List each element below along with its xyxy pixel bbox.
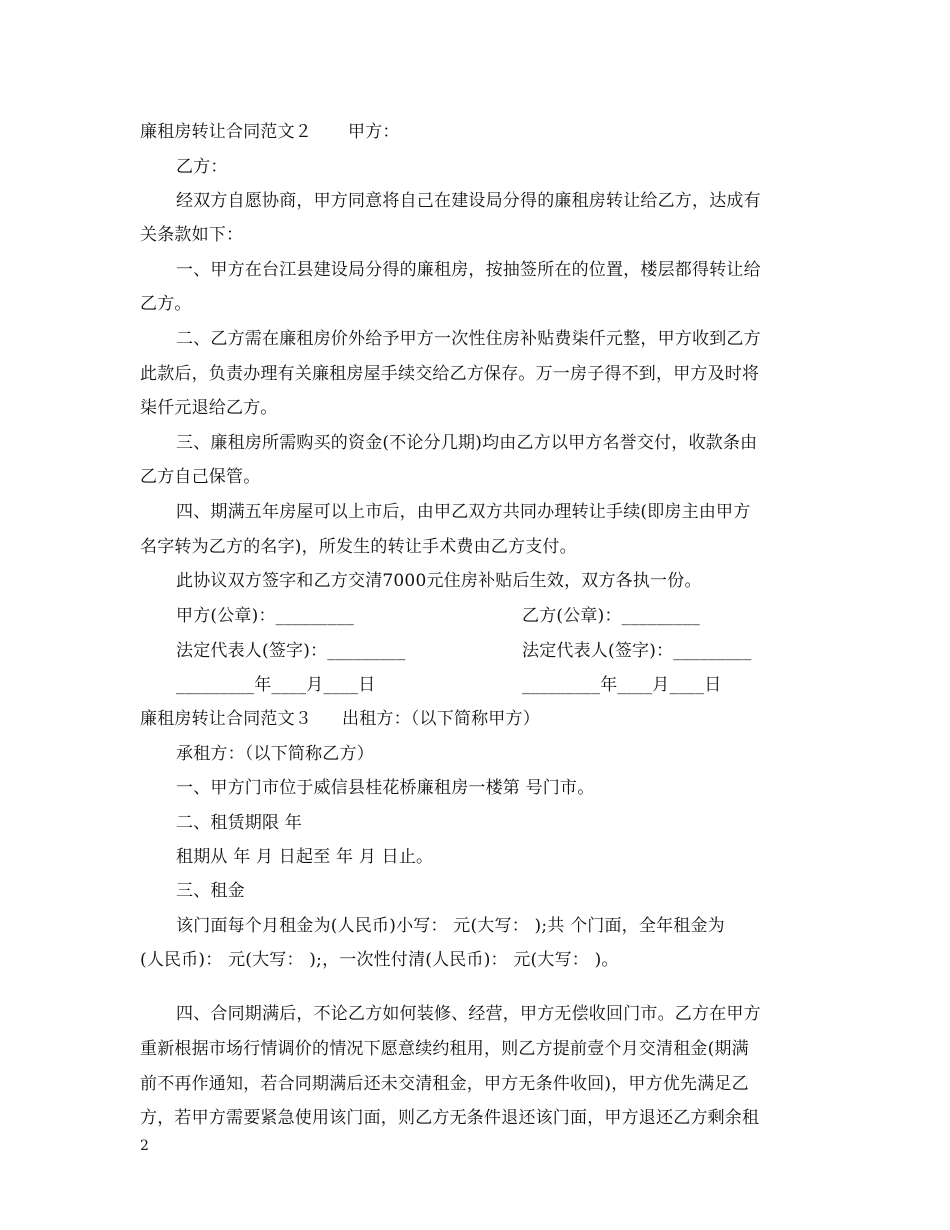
intro-line-2: 关条款如下：: [140, 225, 244, 245]
effect-line: 此协议双方签字和乙方交清7000元住房补贴后生效，双方各执一份。: [176, 571, 702, 591]
section-2-title: 廉租房转让合同范文２: [140, 122, 312, 142]
party-b-rep-line: 法定代表人(签字)：_________: [522, 641, 752, 661]
clause-1-line-1: 一、甲方在台江县建设局分得的廉租房，按抽签所在的位置，楼层都得转让给: [176, 260, 761, 280]
clause-4-line-1: 四、期满五年房屋可以上市后，由甲乙双方共同办理转让手续(即房主由甲方: [176, 502, 751, 522]
s3-clause-4-line-4: 方，若甲方需要紧急使用该门面，则乙方无条件退还该门面，甲方退还乙方剩余租: [140, 1108, 760, 1128]
party-a-seal-line: 甲方(公章)：_________: [176, 606, 354, 626]
party-b-label: 乙方：: [176, 157, 228, 177]
clause-4-line-2: 名字转为乙方的名字)，所发生的转让手术费由乙方支付。: [140, 537, 577, 557]
s3-clause-4-line-3: 前不再作通知，若合同期满后还未交清租金，甲方无条件收回)，甲方优先满足乙: [140, 1074, 749, 1094]
section-2-heading-line: [140, 122, 820, 142]
s3-clause-2: 二、租赁期限 年: [176, 813, 303, 833]
party-b-seal-line: 乙方(公章)：_________: [522, 606, 700, 626]
party-a-date-line: _________年____月____日: [176, 675, 376, 695]
lessor-label: 出租方：（以下简称甲方）: [342, 709, 540, 729]
clause-3-line-1: 三、廉租房所需购买的资金(不论分几期)均由乙方以甲方名誉交付，收款条由: [176, 433, 758, 453]
s3-clause-4-line-2: 重新根据市场行情调价的情况下愿意续约租用，则乙方提前壹个月交清租金(期满: [140, 1039, 749, 1059]
lessee-label: 承租方：（以下简称乙方）: [176, 744, 374, 764]
clause-2-line-2: 此款后，负责办理有关廉租房屋手续交给乙方保存。万一房子得不到，甲方及时将: [140, 364, 760, 384]
page-number: 2: [140, 1138, 149, 1154]
section-3-heading-line: [140, 709, 820, 729]
clause-2-line-3: 柒仟元退给乙方。: [140, 398, 278, 418]
party-a-rep-line: 法定代表人(签字)：_________: [176, 641, 406, 661]
s3-clause-3-line-1: 该门面每个月租金为(人民币)小写： 元(大写： );共 个门面，全年租金为: [176, 916, 725, 936]
s3-clause-3-line-2: (人民币)： 元(大写： );，一次性付清(人民币)： 元(大写： )。: [140, 950, 619, 970]
s3-clause-2-period: 租期从 年 月 日起至 年 月 日止。: [176, 847, 434, 867]
clause-1-line-2: 乙方。: [140, 294, 192, 314]
clause-2-line-1: 二、乙方需在廉租房价外给予甲方一次性住房补贴费柒仟元整，甲方收到乙方: [176, 329, 761, 349]
intro-line-1: 经双方自愿协商，甲方同意将自己在建设局分得的廉租房转让给乙方，达成有: [176, 191, 761, 211]
s3-clause-4-line-1: 四、合同期满后，不论乙方如何装修、经营，甲方无偿收回门市。乙方在甲方: [176, 1004, 761, 1024]
s3-clause-1: 一、甲方门市位于威信县桂花桥廉租房一楼第 号门市。: [176, 778, 595, 798]
party-b-date-line: _________年____月____日: [522, 675, 722, 695]
s3-clause-3: 三、租金: [176, 881, 245, 901]
party-a-label: 甲方：: [348, 122, 400, 142]
section-3-title: 廉租房转让合同范文３: [140, 709, 312, 729]
clause-3-line-2: 乙方自己保管。: [140, 467, 261, 487]
